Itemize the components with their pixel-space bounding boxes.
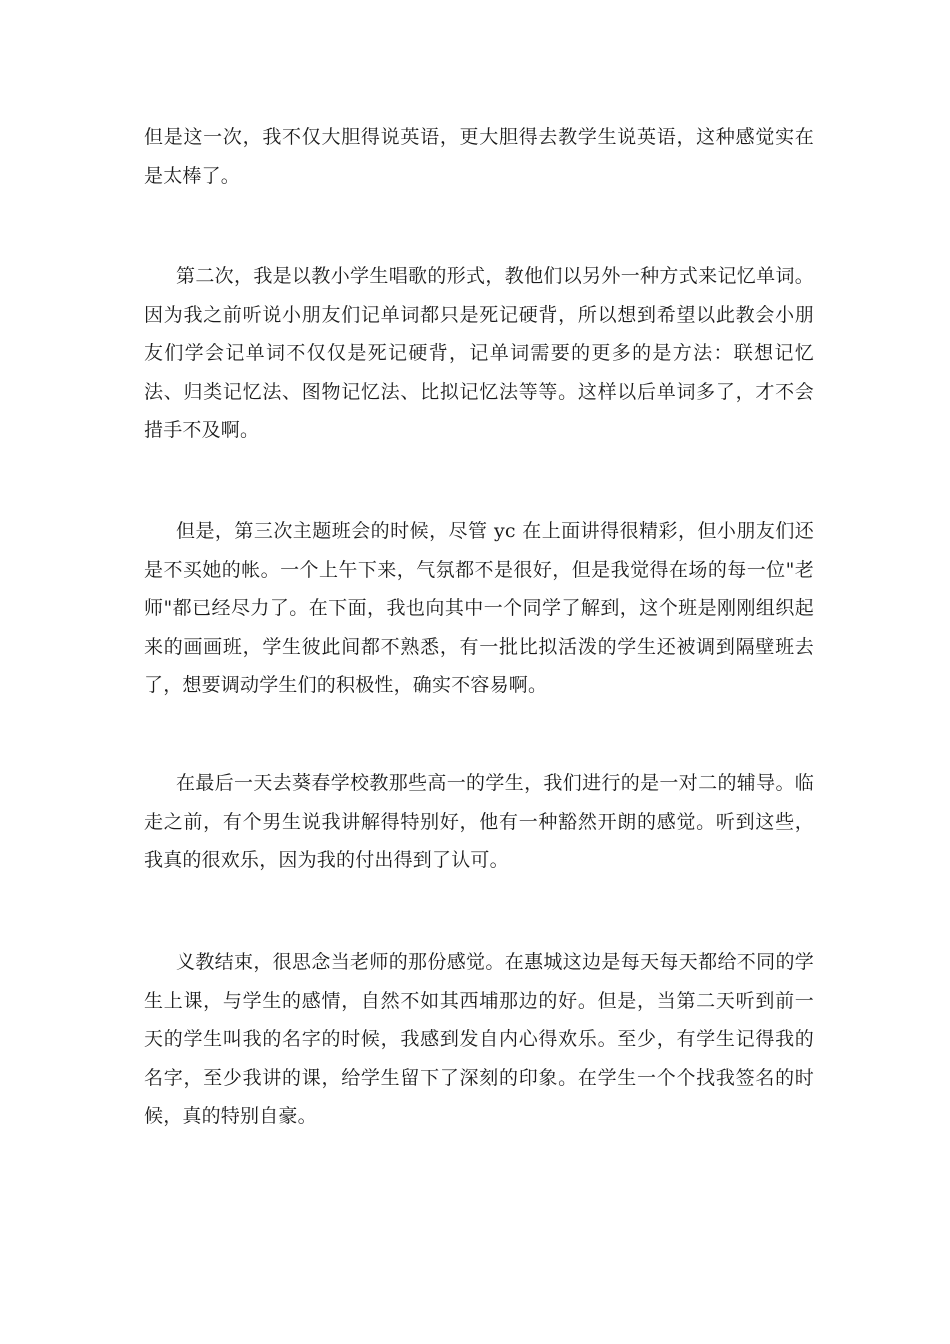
paragraph-5: 义教结束，很思念当老师的那份感觉。在惠城这边是每天每天都给不同的学生上课，与学生的感情，自然不如其西埔那边的好。但是，当第二天听到前一天的学生叫我的名字的时候，我感到发自内心得欢乐。至少，有学生记得我的名字，至少我讲的课，给学生留下了深刻的印象。在学生一个个找我签名的时候，真的特别自豪。 [144, 951, 814, 1127]
paragraph-2: 第二次，我是以教小学生唱歌的形式，教他们以另外一种方式来记忆单词。因为我之前听说小朋友们记单词都只是死记硬背，所以想到希望以此教会小朋友们学会记单词不仅仅是死记硬背，记单词需要的更多的是方法：联想记忆法、归类记忆法、图物记忆法、比拟记忆法等等。这样以后单词多了，才不会措手不及啊。 [144, 265, 814, 441]
paragraph-4: 在最后一天去葵春学校教那些高一的学生，我们进行的是一对二的辅导。临走之前，有个男生说我讲解得特别好，他有一种豁然开朗的感觉。听到这些，我真的很欢乐，因为我的付出得到了认可。 [144, 772, 814, 871]
paragraph-1: 但是这一次，我不仅大胆得说英语，更大胆得去教学生说英语，这种感觉实在是太棒了。 [144, 126, 814, 187]
paragraph-3: 但是，第三次主题班会的时候，尽管 yc 在上面讲得很精彩，但小朋友们还是不买她的帐。一个上午下来，气氛都不是很好，但是我觉得在场的每一位"老师"都已经尽力了。在下面，我也向其中一个同学了解到，这个班是刚刚组织起来的画画班，学生彼此间都不熟悉，有一批比拟活泼的学生还被调到隔壁班去了，想要调动学生们的积极性，确实不容易啊。 [144, 520, 814, 696]
